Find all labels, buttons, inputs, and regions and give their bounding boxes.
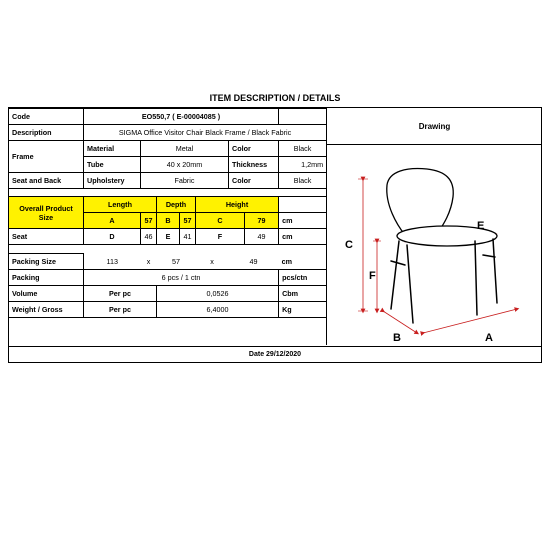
dim-b-value: 57 [180,213,196,229]
dim-a-value: 57 [141,213,157,229]
weight-unit: Kg [279,302,327,318]
weight-per: Per pc [84,302,157,318]
seat-color-value: Black [279,173,327,189]
packing-x-1: x [146,256,151,266]
dim-c-value: 79 [245,213,279,229]
packing-unit: pcs/ctn [279,270,327,286]
label-c: C [345,239,353,251]
label-f: F [369,270,376,282]
tube-value: 40 x 20mm [141,157,229,173]
row-weight [9,302,327,318]
label-e: E [477,220,485,232]
row-packing-size [9,254,327,270]
drawing-area [326,145,542,345]
dim-e-value: 41 [180,229,196,245]
material-value: Metal [141,141,229,157]
upholstery-label: Upholstery [84,173,141,189]
length-header: Length [84,197,157,213]
weight-label: Weight / Gross [9,302,84,318]
dim-d-value: 46 [141,229,157,245]
thickness-value: 1,2mm [279,157,327,173]
packing-label: Packing [9,270,84,286]
description-value: SIGMA Office Visitor Chair Black Frame / Black Fabric [84,125,327,141]
dim-a-letter: A [84,213,141,229]
overall-unit: cm [279,213,327,229]
packing-height: 49 [249,256,258,266]
label-a: A [485,332,493,344]
height-header: Height [196,197,279,213]
frame-color-value: Black [279,141,327,157]
chair-legs [391,239,497,323]
upholstery-value: Fabric [141,173,229,189]
row-description [9,125,327,141]
code-value: EO550,7 ( E-00004085 ) [84,109,279,125]
spec-table [8,108,327,318]
chair-back [387,169,453,235]
sheet-title: ITEM DESCRIPTION / DETAILS [209,93,341,103]
row-seat-dims [9,229,327,245]
tube-label: Tube [84,157,141,173]
seat-color-label: Color [229,173,279,189]
packing-size-unit: cm [279,254,327,270]
dim-d-letter: D [84,229,141,245]
row-volume [9,286,327,302]
seat-back-label: Seat and Back [9,173,84,189]
volume-label: Volume [9,286,84,302]
date-row: Date 29/12/2020 [8,346,542,363]
code-label: Code [9,109,84,125]
weight-value: 6,4000 [157,302,279,318]
label-b: B [393,332,401,344]
dim-e-letter: E [157,229,180,245]
packing-value: 6 pcs / 1 ctn [84,270,279,286]
seat-unit: cm [279,229,327,245]
row-code [9,109,327,125]
dim-a-line [423,309,517,333]
frame-color-label: Color [229,141,279,157]
dim-f-value: 49 [245,229,279,245]
row-packing [9,270,327,286]
packing-depth: 57 [172,256,180,266]
row-frame-material [9,141,327,157]
volume-value: 0,0526 [157,286,279,302]
material-label: Material [84,141,141,157]
chair-drawing [327,145,541,345]
description-label: Description [9,125,84,141]
dim-f-letter: F [196,229,245,245]
dim-b-letter: B [157,213,180,229]
packing-length: 113 [106,256,118,266]
frame-label: Frame [9,141,84,173]
packing-x-2: x [210,256,214,266]
volume-unit: Cbm [279,286,327,302]
drawing-title: Drawing [326,108,542,145]
depth-header: Depth [157,197,196,213]
seat-label: Seat [9,229,84,245]
dim-c-letter: C [196,213,245,229]
overall-size-label: Overall Product Size [9,197,84,229]
row-overall-headers [9,197,327,213]
row-seat-back [9,173,327,189]
packing-size-label: Packing Size [9,254,84,270]
thickness-label: Thickness [229,157,279,173]
volume-per: Per pc [84,286,157,302]
